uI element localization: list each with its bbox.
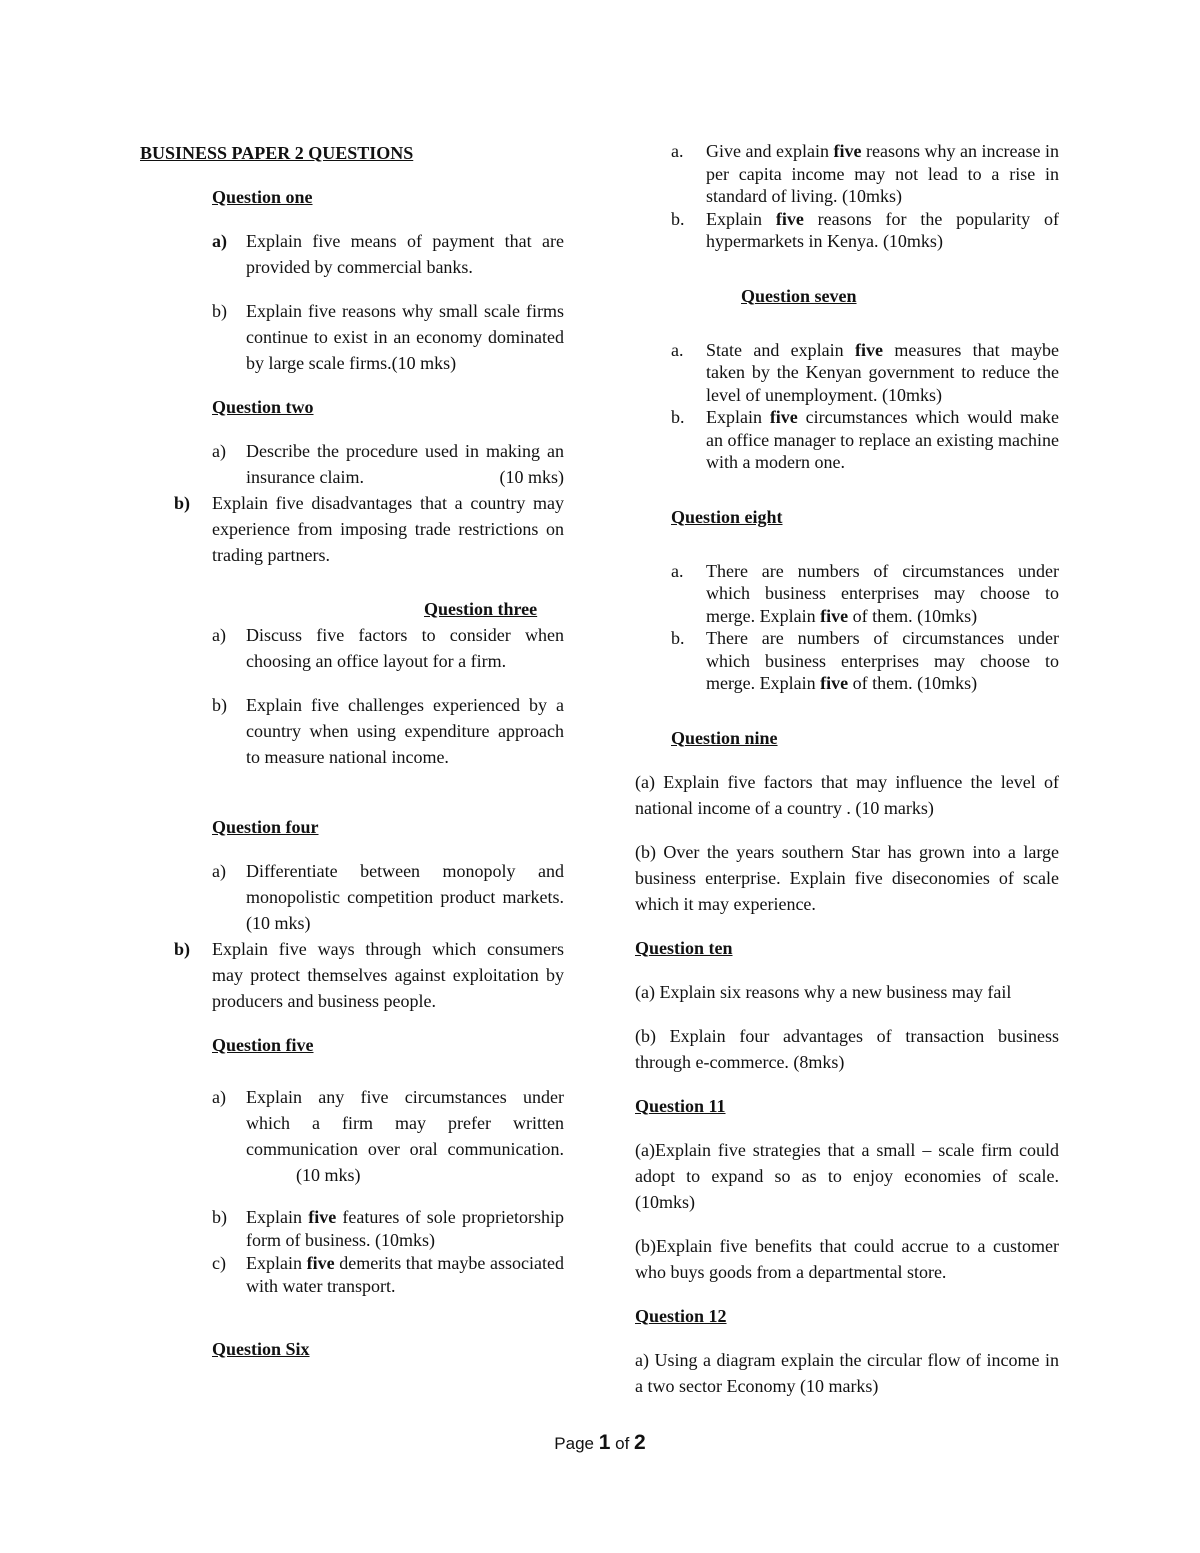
question-seven-heading: Question seven bbox=[741, 285, 857, 306]
text-run: of them. (10mks) bbox=[848, 673, 978, 693]
question-seven-part-b bbox=[635, 406, 1059, 474]
part-marker: b) bbox=[212, 695, 227, 715]
part-text: Discuss five factors to consider when choosing an office layout for a firm. bbox=[246, 625, 564, 671]
part-marker: b) bbox=[174, 493, 191, 513]
question-one-part-a bbox=[140, 228, 564, 280]
page-label: Page bbox=[554, 1434, 599, 1453]
part-text bbox=[246, 1207, 564, 1250]
part-text bbox=[706, 628, 1059, 693]
emphasis: five bbox=[769, 407, 798, 427]
part-text bbox=[706, 561, 1059, 626]
part-text bbox=[706, 141, 1059, 206]
question-four-heading: Question four bbox=[212, 817, 319, 837]
part-marker: c) bbox=[212, 1253, 226, 1273]
right-column bbox=[635, 140, 1059, 1417]
part-marker: b) bbox=[174, 939, 191, 959]
part-marker: b) bbox=[212, 1207, 227, 1227]
part-text: Explain five challenges experienced by a country when using expenditure approach to measure national income. bbox=[246, 695, 564, 767]
part-marker: a. bbox=[671, 560, 684, 581]
question-eight-part-a bbox=[635, 560, 1059, 628]
part-text: Explain five means of payment that are provided by commercial banks. bbox=[246, 231, 564, 277]
text-run: State and explain bbox=[706, 339, 856, 360]
part-marker: a) bbox=[212, 861, 226, 881]
question-nine-heading: Question nine bbox=[671, 727, 778, 748]
question-ten-part-a: (a) Explain six reasons why a new business may fail bbox=[635, 981, 1012, 1002]
emphasis: five bbox=[308, 1207, 337, 1227]
part-marker: b. bbox=[671, 208, 685, 229]
question-11-part-b: (b)Explain five benefits that could accrue to a customer who buys goods from a departmental store. bbox=[635, 1235, 1059, 1282]
part-text: Differentiate between monopoly and monopolistic competition product markets.(10 mks) bbox=[246, 861, 564, 933]
text-run: Explain bbox=[706, 208, 776, 229]
document-title: BUSINESS PAPER 2 QUESTIONS bbox=[140, 143, 414, 163]
text-run: measures that maybe taken by the Kenyan government to reduce the level of unemployment. (10mks) bbox=[706, 339, 1059, 405]
part-marker: b. bbox=[671, 628, 685, 648]
part-marker: b. bbox=[671, 407, 685, 427]
emphasis: five bbox=[775, 208, 804, 229]
part-marker: a. bbox=[671, 339, 684, 360]
part-text: Explain any five circumstances under which a firm may prefer written communication over oral communication. bbox=[246, 1087, 564, 1159]
question-one-part-b bbox=[140, 298, 564, 376]
question-nine-part-b: (b) Over the years southern Star has grown into a large business enterprise. Explain five diseconomies of scale which it may experience. bbox=[635, 841, 1059, 914]
question-five-part-b bbox=[140, 1206, 564, 1252]
question-three-part-a bbox=[140, 622, 564, 674]
question-five-heading: Question five bbox=[212, 1035, 314, 1055]
part-marker: a) bbox=[212, 231, 227, 251]
question-ten-part-b: (b) Explain four advantages of transaction business through e-commerce. (8mks) bbox=[635, 1025, 1059, 1072]
question-11-heading: Question 11 bbox=[635, 1095, 726, 1116]
text-run: Explain bbox=[706, 407, 770, 427]
question-ten-heading: Question ten bbox=[635, 937, 733, 958]
question-11-part-a: (a)Explain five strategies that a small – scale firm could adopt to expand so as to enjoy economies of scale. (10mks) bbox=[635, 1139, 1059, 1212]
text-run: reasons for the popularity of hypermarkets in Kenya. (10mks) bbox=[706, 208, 1059, 251]
part-text: Describe the procedure used in making an insurance claim. bbox=[246, 441, 564, 487]
text-run: There are numbers of circumstances under which business enterprises may choose to merge. Explain bbox=[706, 560, 1059, 626]
part-text: Explain five disadvantages that a country may experience from imposing trade restrictions on trading partners. bbox=[212, 493, 564, 565]
part-marks: (10 mks) bbox=[499, 467, 564, 487]
question-eight-part-b bbox=[635, 627, 1059, 695]
question-four-part-a bbox=[140, 858, 564, 936]
text-run: demerits that maybe associated with water transport. bbox=[246, 1253, 564, 1296]
text-run: Explain bbox=[246, 1207, 309, 1227]
question-six-part-b bbox=[635, 208, 1059, 253]
emphasis: five bbox=[855, 339, 883, 360]
part-text bbox=[706, 340, 1059, 405]
part-marker: a) bbox=[212, 625, 226, 645]
question-four-part-b bbox=[140, 936, 564, 1014]
left-column bbox=[140, 140, 564, 1380]
emphasis: five bbox=[306, 1253, 335, 1273]
part-marker: a. bbox=[671, 141, 684, 161]
question-three-heading: Question three bbox=[424, 599, 538, 619]
part-text bbox=[706, 407, 1059, 472]
question-nine-part-a: (a) Explain five factors that may influence the level of national income of a country . (10 marks) bbox=[635, 771, 1059, 818]
question-three-part-b bbox=[140, 692, 564, 770]
text-run: reasons why an increase in per capita income may not lead to a rise in standard of living. (10mks) bbox=[706, 141, 1059, 206]
part-marks: (10 mks) bbox=[296, 1165, 361, 1185]
text-run: Give and explain bbox=[706, 141, 834, 161]
emphasis: five bbox=[833, 141, 862, 161]
question-two-part-a bbox=[140, 438, 564, 490]
text-run: There are numbers of circumstances under which business enterprises may choose to merge. Explain bbox=[706, 628, 1059, 693]
question-eight-heading: Question eight bbox=[671, 506, 783, 527]
question-six-part-a bbox=[635, 140, 1059, 208]
question-five-part-c bbox=[140, 1252, 564, 1298]
question-six-heading: Question Six bbox=[212, 1339, 310, 1359]
emphasis: five bbox=[820, 673, 849, 693]
question-two-heading: Question two bbox=[212, 397, 314, 417]
page-of-label: of bbox=[610, 1434, 635, 1453]
question-12-heading: Question 12 bbox=[635, 1305, 727, 1326]
emphasis: five bbox=[820, 605, 849, 626]
part-text bbox=[706, 209, 1059, 252]
part-text bbox=[246, 1253, 564, 1296]
part-text: Explain five reasons why small scale firms continue to exist in an economy dominated by large scale firms.(10 mks) bbox=[246, 301, 564, 373]
question-one-heading: Question one bbox=[212, 187, 313, 207]
current-page-number: 1 bbox=[598, 1431, 611, 1454]
part-text: Explain five ways through which consumers may protect themselves against exploitation by producers and business people. bbox=[212, 939, 564, 1011]
text-run: Explain bbox=[246, 1253, 307, 1273]
question-five-part-a bbox=[140, 1084, 564, 1188]
total-page-number: 2 bbox=[634, 1431, 646, 1454]
question-12-part-a: a) Using a diagram explain the circular flow of income in a two sector Economy (10 marks) bbox=[635, 1349, 1059, 1396]
question-two-part-b bbox=[140, 490, 564, 568]
part-marker: b) bbox=[212, 301, 227, 321]
text-run: circumstances which would make an office manager to replace an existing machine with a modern one. bbox=[706, 407, 1060, 472]
question-seven-part-a bbox=[635, 339, 1059, 407]
text-run: of them. (10mks) bbox=[848, 605, 978, 626]
part-marker: a) bbox=[212, 1087, 226, 1107]
page-footer bbox=[0, 1430, 1200, 1457]
part-marker: a) bbox=[212, 441, 226, 461]
text-run: features of sole proprietorship form of business. (10mks) bbox=[246, 1207, 564, 1250]
